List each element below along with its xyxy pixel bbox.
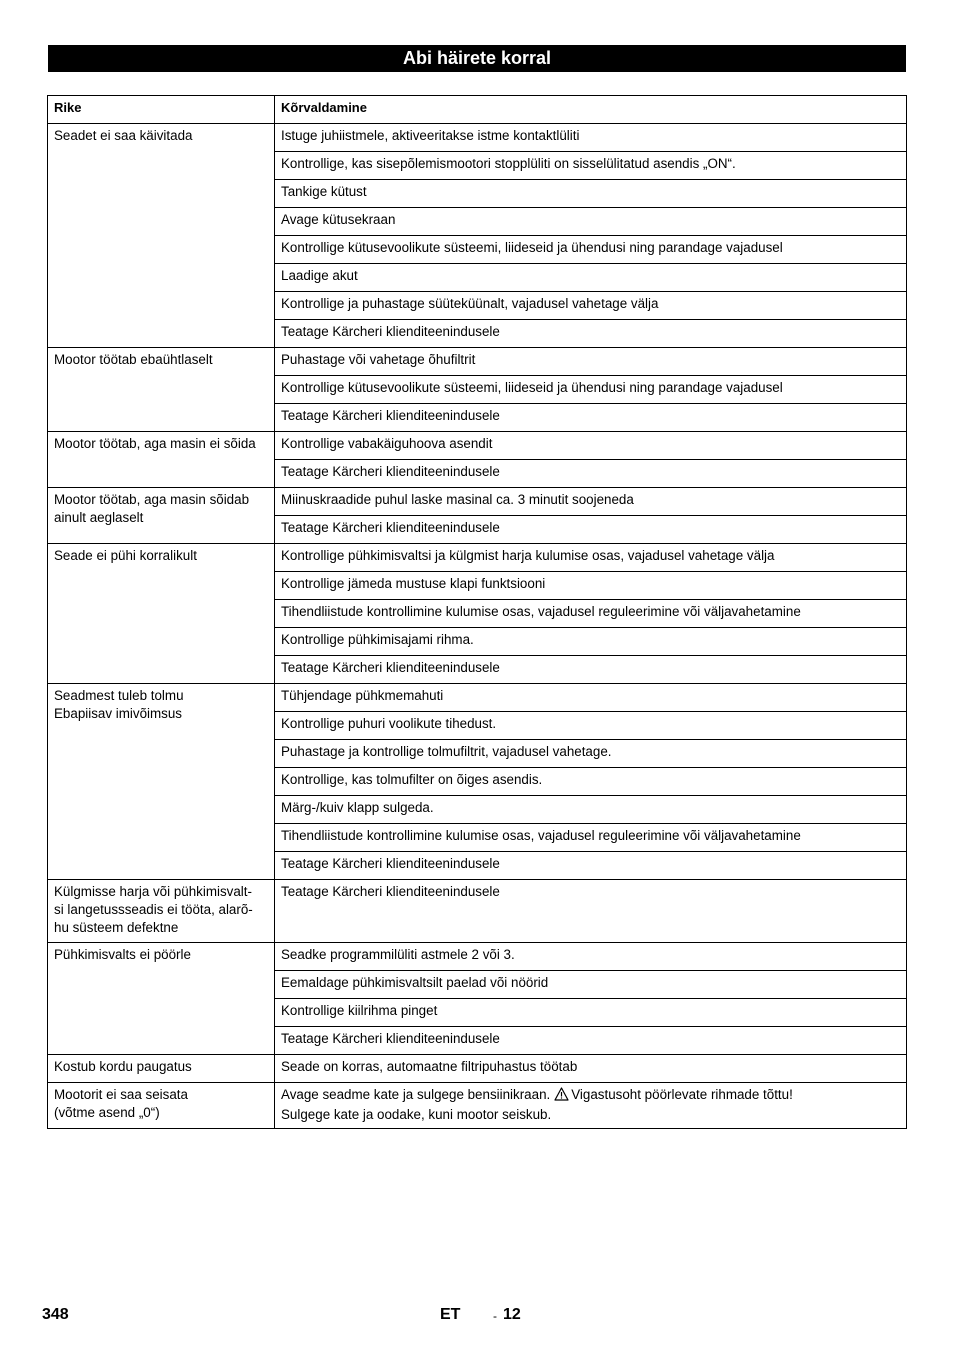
- remedy-cell: Kontrollige pühkimisajami rihma.: [275, 628, 907, 656]
- table-row: [48, 943, 907, 971]
- fault-cell: Seade ei pühi korralikult: [48, 544, 275, 684]
- remedy-cell: Märg-/kuiv klapp sulgeda.: [275, 796, 907, 824]
- table-row: [48, 488, 907, 516]
- remedy-cell: Tühjendage pühkmemahuti: [275, 684, 907, 712]
- table-row: [48, 124, 907, 152]
- section-page-number: 12: [503, 1306, 521, 1323]
- remedy-cell: Kontrollige vabakäiguhoova asendit: [275, 432, 907, 460]
- remedy-cell: Puhastage ja kontrollige tolmufiltrit, vajadusel vahetage.: [275, 740, 907, 768]
- remedy-cell: Kontrollige kütusevoolikute süsteemi, liideseid ja ühendusi ning parandage vajadusel: [275, 236, 907, 264]
- remedy-cell: Kontrollige pühkimisvaltsi ja külgmist harja kulumise osas, vajadusel vahetage välja: [275, 544, 907, 572]
- remedy-text: Sulgege kate ja oodake, kuni mootor seiskub.: [281, 1107, 552, 1122]
- fault-cell: Mootorit ei saa seisata (võtme asend „0“): [48, 1083, 275, 1129]
- remedy-cell: Kontrollige ja puhastage süüteküünalt, vajadusel vahetage välja: [275, 292, 907, 320]
- table-row: [48, 432, 907, 460]
- fault-cell: Seadet ei saa käivitada: [48, 124, 275, 348]
- remedy-cell: [275, 1083, 907, 1129]
- remedy-cell: Kontrollige kiilrihma pinget: [275, 999, 907, 1027]
- fault-cell: Mootor töötab, aga masin ei sõida: [48, 432, 275, 488]
- remedy-cell: Teatage Kärcheri klienditeenindusele: [275, 1027, 907, 1055]
- table-row: [48, 684, 907, 712]
- warning-text: Vigastusoht pöörlevate rihmade tõttu!: [571, 1087, 793, 1102]
- table-row: [48, 1083, 907, 1129]
- remedy-cell: Kontrollige kütusevoolikute süsteemi, liideseid ja ühendusi ning parandage vajadusel: [275, 376, 907, 404]
- fault-cell: Pühkimisvalts ei pöörle: [48, 943, 275, 1055]
- fault-cell: Seadmest tuleb tolmu Ebapiisav imivõimsus: [48, 684, 275, 880]
- remedy-cell: Kontrollige, kas sisepõlemismootori stopplüliti on sisselülitatud asendis „ON“.: [275, 152, 907, 180]
- table-body: [48, 124, 907, 1083]
- column-header-fault: Rike: [48, 96, 275, 124]
- remedy-cell: Istuge juhiistmele, aktiveeritakse istme kontaktlüliti: [275, 124, 907, 152]
- table-body-last: [48, 1083, 907, 1129]
- remedy-cell: Tihendliistude kontrollimine kulumise osas, vajadusel reguleerimine või väljavahetamine: [275, 824, 907, 852]
- column-header-remedy: Kõrvaldamine: [275, 96, 907, 124]
- remedy-cell: Teatage Kärcheri klienditeenindusele: [275, 852, 907, 880]
- table-row: [48, 1055, 907, 1083]
- fault-cell: Külgmisse harja või pühkimisvalt- si langetussseadis ei tööta, alarõ- hu süsteem defektne: [48, 880, 275, 943]
- remedy-cell: Teatage Kärcheri klienditeenindusele: [275, 656, 907, 684]
- remedy-cell: Avage kütusekraan: [275, 208, 907, 236]
- remedy-cell: Miinuskraadide puhul laske masinal ca. 3 minutit soojeneda: [275, 488, 907, 516]
- remedy-cell: Teatage Kärcheri klienditeenindusele: [275, 516, 907, 544]
- language-code: ET: [440, 1306, 461, 1323]
- remedy-cell: Kontrollige jämeda mustuse klapi funktsiooni: [275, 572, 907, 600]
- table-row: [48, 544, 907, 572]
- remedy-text: Avage seadme kate ja sulgege bensiinikraan.: [281, 1087, 551, 1102]
- warning-triangle-icon: [554, 1087, 569, 1106]
- remedy-cell: Eemaldage pühkimisvaltsilt paelad või nöörid: [275, 971, 907, 999]
- remedy-cell: Tihendliistude kontrollimine kulumise osas, vajadusel reguleerimine või väljavahetamine: [275, 600, 907, 628]
- fault-cell: Kostub kordu paugatus: [48, 1055, 275, 1083]
- table-header-row: [48, 96, 907, 124]
- remedy-cell: Seade on korras, automaatne filtripuhastus töötab: [275, 1055, 907, 1083]
- remedy-cell: Kontrollige, kas tolmufilter on õiges asendis.: [275, 768, 907, 796]
- fault-cell: Mootor töötab, aga masin sõidab ainult aeglaselt: [48, 488, 275, 544]
- remedy-cell: Teatage Kärcheri klienditeenindusele: [275, 880, 907, 943]
- troubleshooting-table: [47, 95, 907, 1129]
- fault-cell: Mootor töötab ebaühtlaselt: [48, 348, 275, 432]
- remedy-cell: Teatage Kärcheri klienditeenindusele: [275, 320, 907, 348]
- table-row: [48, 880, 907, 943]
- remedy-cell: Kontrollige puhuri voolikute tihedust.: [275, 712, 907, 740]
- remedy-cell: Teatage Kärcheri klienditeenindusele: [275, 460, 907, 488]
- page-title: Abi häirete korral: [48, 45, 906, 72]
- remedy-cell: Laadige akut: [275, 264, 907, 292]
- remedy-cell: Tankige kütust: [275, 180, 907, 208]
- table-row: [48, 348, 907, 376]
- remedy-cell: Seadke programmilüliti astmele 2 või 3.: [275, 943, 907, 971]
- page-number: 348: [42, 1306, 69, 1323]
- page-separator: -: [493, 1309, 497, 1323]
- remedy-cell: Teatage Kärcheri klienditeenindusele: [275, 404, 907, 432]
- remedy-cell: Puhastage või vahetage õhufiltrit: [275, 348, 907, 376]
